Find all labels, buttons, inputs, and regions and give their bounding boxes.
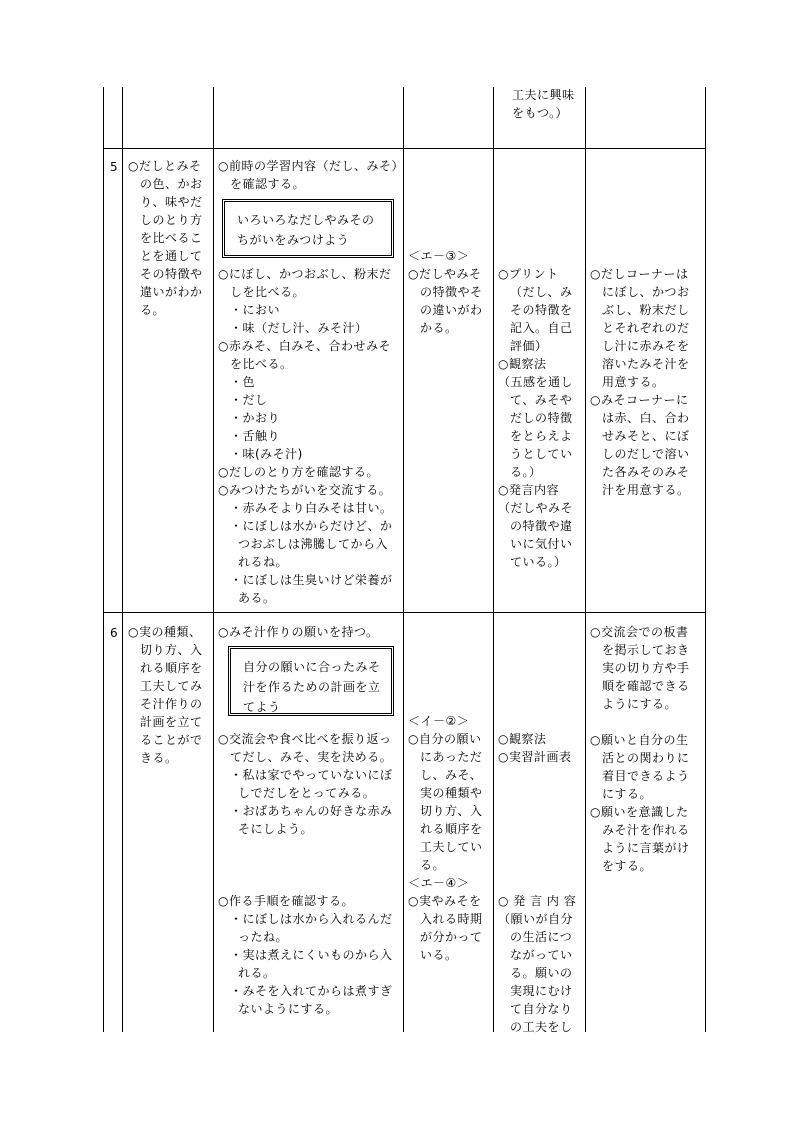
row5-activities-intro: ○前時の学習内容（だし、みそ） を確認する。 <box>218 159 404 191</box>
table-border-right <box>705 87 706 1032</box>
table-border-left <box>103 87 104 1032</box>
row-divider-1 <box>103 148 706 149</box>
row5-number: 5 <box>110 160 118 174</box>
row6-support: ○交流会での板書 を掲示しておき 実の切り方や手 順を確認できる ようにする。 ○願いと自分の生 活との関わりに 着目できるよう にする。 ○願いを意識した みそ汁を作れる ように言葉がけ をする。 <box>590 625 690 873</box>
row6-goal: ○実の種類、 切り方、入 れる順序を 工夫してみ そ汁作りの 計画を立て ることがで きる。 <box>128 625 203 765</box>
row6-activities-a: ○交流会や食べ比べを振り返っ てだし、みそ、実を決める。 ・私は家でやっていないにぼ しでだしをとってみる。 ・おばあちゃんの好きな赤み そにしよう。 <box>218 732 393 836</box>
row0-method: 工夫に興味 をもつ。） <box>512 88 575 120</box>
row5-goal: ○だしとみそ の色、かお り、味やだ しのとり方 を比べるこ とを通して その特徴や 違いがわか る。 <box>128 159 203 317</box>
row6-evaluation-a: ＜イ－②＞ ○自分の願い にあっただ し、みそ、 実の種類や 切り方、入 れる順序を 工夫してい る。 <box>408 714 483 872</box>
row6-method-b: ○ 発 言 内 容 （願いが自分 の生活につ ながってい る。願いの 実現にむけ て自分なり の工夫をし <box>498 894 577 1034</box>
row5-lesson-goal-box: いろいろなだしやみその ちがいをみつけよう <box>222 199 394 258</box>
row5-activities: ○にぼし、かつおぶし、粉末だ しを比べる。 ・におい ・味（だし汁、みそ汁） ○赤みそ、白みそ、合わせみそ を比べる。 ・色 ・だし ・かおり ・舌触り ・味(みそ汁) ○だしのとり方を確認する。 ○みつけたちがいを交流する。 ・赤みそより白みそは甘い。 ・にぼしは水からだけど、か つおぶしは沸騰してから入 れるね。 ・にぼしは生臭いけど栄養が ある。 <box>218 267 393 605</box>
row5-support: ○だしコーナーは にぼし、かつお ぶし、粉末だし とそれぞれのだ し汁に赤みそを 溶いたみそ汁を 用意する。 ○みそコーナーに は赤、白、合わ せみそと、にぼ しのだしで溶い た各みそのみそ 汁を用意する。 <box>590 267 690 497</box>
column-divider-2 <box>213 87 214 1032</box>
row6-evaluation-b: ＜エ－④＞ ○実やみそを 入れる時期 が分かって いる。 <box>408 876 483 962</box>
column-divider-3 <box>403 87 404 1032</box>
row5-evaluation: ＜エ－③＞ ○だしやみそ の特徴やそ の違いがわ かる。 <box>408 249 483 335</box>
column-divider-4 <box>493 87 494 1032</box>
row6-activities-intro: ○みそ汁作りの願いを持つ。 <box>218 625 379 639</box>
row6-number: 6 <box>110 626 118 640</box>
row6-activities-b: ○作る手順を確認する。 ・にぼしは水から入れるんだ ったね。 ・実は煮えにくいものから入 れる。 ・みそを入れてからは煮すぎ ないようにする。 <box>218 894 393 1016</box>
column-divider-1 <box>122 87 123 1032</box>
column-divider-5 <box>585 87 586 1032</box>
row6-lesson-goal-box: 自分の願いに合ったみそ 汁を作るための計画を立 てよう <box>228 646 394 716</box>
row6-method-a: ○観察法 ○実習計画表 <box>498 732 572 764</box>
row5-method: ○プリント （だし、み その特徴を 記入。自己 評価） ○観察法 （五感を通し て、みそや だしの特徴 をとらえよ うとしてい る。） ○発言内容 （だしやみそ の特徴や違 いに気付い ている。） <box>498 267 574 569</box>
row-divider-2 <box>103 612 706 613</box>
